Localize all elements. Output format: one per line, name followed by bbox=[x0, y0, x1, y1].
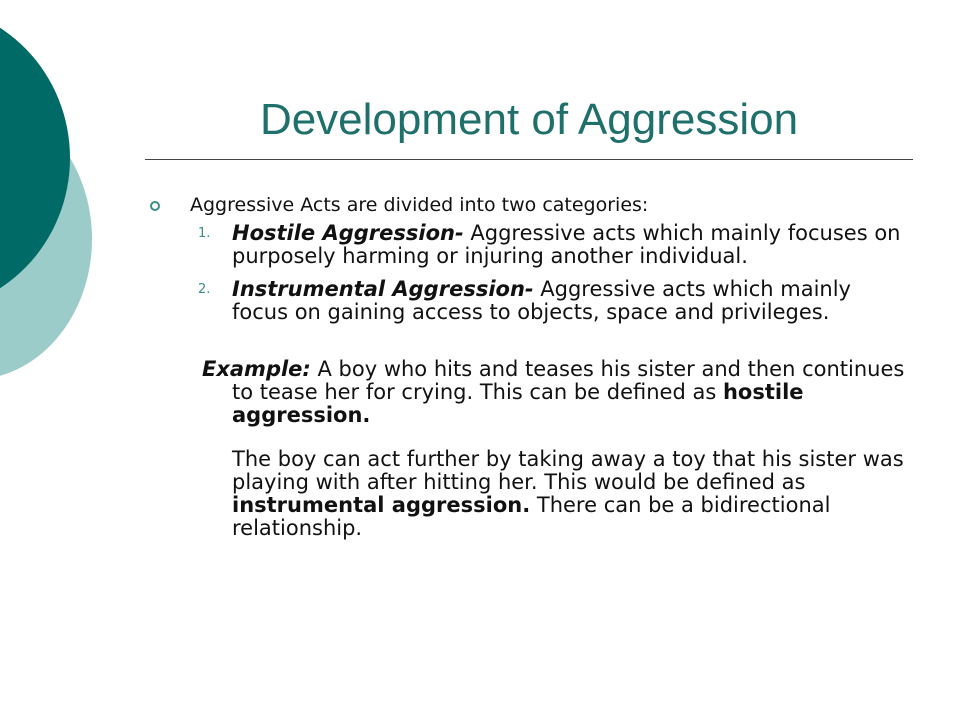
example-paragraph bbox=[150, 358, 910, 427]
followup-text-before: The boy can act further by taking away a toy that his sister was playing with after hitting her. This would be defined as bbox=[232, 447, 904, 494]
slide-body bbox=[150, 192, 910, 561]
title-divider bbox=[145, 159, 913, 160]
list-number: 1. bbox=[198, 226, 211, 241]
term-hostile-aggression: Hostile Aggression- bbox=[232, 221, 464, 245]
definition-text: Aggressive acts which mainly focus on gaining access to objects, space and privileges. bbox=[232, 277, 851, 324]
term-instrumental-aggression: Instrumental Aggression- bbox=[232, 277, 534, 301]
slide-title: Development of Aggression bbox=[259, 95, 799, 144]
followup-term: instrumental aggression. bbox=[232, 493, 531, 517]
list-number: 2. bbox=[198, 282, 211, 297]
hollow-circle-icon bbox=[150, 201, 160, 211]
definition-text: Aggressive acts which mainly focuses on purposely harming or injuring another individual. bbox=[232, 221, 901, 268]
list-item-hostile bbox=[150, 222, 910, 268]
example-label: Example: bbox=[202, 357, 311, 381]
followup-paragraph bbox=[150, 448, 910, 540]
bullet-item bbox=[150, 192, 910, 218]
example-term: hostile aggression. bbox=[232, 380, 804, 427]
example-text: A boy who hits and teases his sister and then continues to tease her for crying. This can be defined as bbox=[232, 357, 905, 404]
bullet-text: Aggressive Acts are divided into two categories: bbox=[190, 194, 649, 216]
followup-text-after: There can be a bidirectional relationship. bbox=[232, 493, 831, 540]
numbered-list bbox=[150, 222, 910, 324]
list-item-instrumental bbox=[150, 278, 910, 324]
